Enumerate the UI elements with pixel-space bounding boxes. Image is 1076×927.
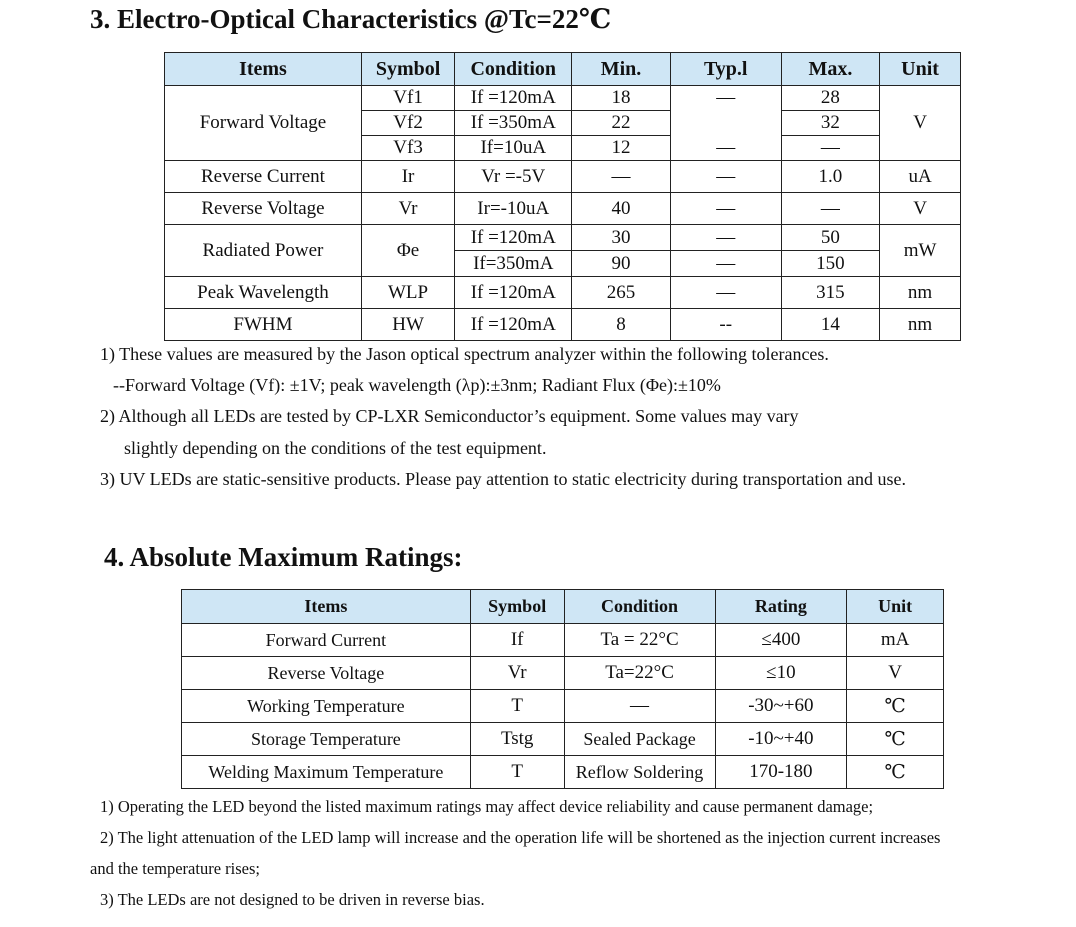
unit-cell: nm — [880, 277, 961, 309]
symbol-cell: Vf2 — [361, 111, 454, 136]
col-header: Symbol — [470, 590, 564, 624]
condition-cell: If =350mA — [455, 111, 572, 136]
condition-cell: If =120mA — [455, 309, 572, 341]
typ-cell: -- — [670, 309, 781, 341]
note-1: 1) These values are measured by the Jason optical spectrum analyzer within the following tolerances. — [100, 344, 829, 364]
symbol-cell: Ir — [361, 161, 454, 193]
unit-cell: ℃ — [847, 723, 944, 756]
note-2: 2) Although all LEDs are tested by CP-LXR Semiconductor’s equipment. Some values may vary — [100, 406, 799, 426]
table-row — [182, 690, 944, 723]
typ-cell: — — [670, 193, 781, 225]
table-row — [182, 657, 944, 690]
max-cell: 315 — [781, 277, 879, 309]
rating-cell: ≤10 — [715, 657, 847, 690]
item-cell: Forward Current — [182, 624, 471, 657]
item-cell: Welding Maximum Temperature — [182, 756, 471, 789]
note-3: 3) UV LEDs are static-sensitive products. Please pay attention to static electricity during transportation and use. — [100, 469, 906, 489]
max-cell: 14 — [781, 309, 879, 341]
typ-cell: — — [670, 251, 781, 277]
note-2-continued: slightly depending on the conditions of the test equipment. — [124, 438, 547, 458]
rating-cell: 170-180 — [715, 756, 847, 789]
typ-cell: — — [670, 161, 781, 193]
typ-cell: — — [670, 136, 781, 161]
unit-cell: V — [847, 657, 944, 690]
table-row — [165, 86, 961, 111]
symbol-cell: WLP — [361, 277, 454, 309]
table-row — [165, 309, 961, 341]
unit-cell: uA — [880, 161, 961, 193]
condition-cell: Sealed Package — [564, 723, 715, 756]
absolute-max-ratings-table — [181, 589, 944, 789]
unit-cell: mW — [880, 225, 961, 277]
min-cell: 8 — [572, 309, 670, 341]
max-cell: 1.0 — [781, 161, 879, 193]
condition-cell: Ta=22°C — [564, 657, 715, 690]
condition-cell: Ir=-10uA — [455, 193, 572, 225]
max-cell: 32 — [781, 111, 879, 136]
min-cell: 12 — [572, 136, 670, 161]
col-header: Unit — [847, 590, 944, 624]
item-cell: Reverse Current — [165, 161, 362, 193]
symbol-cell: Φe — [361, 225, 454, 277]
unit-cell: V — [880, 193, 961, 225]
min-cell: 18 — [572, 86, 670, 111]
item-cell: Storage Temperature — [182, 723, 471, 756]
typ-cell: — — [670, 277, 781, 309]
min-cell: 22 — [572, 111, 670, 136]
unit-cell: mA — [847, 624, 944, 657]
min-cell: — — [572, 161, 670, 193]
table-row — [182, 624, 944, 657]
section-3-title: 3. Electro-Optical Characteristics @Tc=22℃ — [90, 4, 612, 34]
rating-note-2-continued: and the temperature rises; — [90, 859, 260, 878]
col-header: Rating — [715, 590, 847, 624]
col-header: Items — [165, 53, 362, 86]
condition-cell: If =120mA — [455, 225, 572, 251]
condition-cell: If =120mA — [455, 277, 572, 309]
note-tolerances: --Forward Voltage (Vf): ±1V; peak wavelength (λp):±3nm; Radiant Flux (Φe):±10% — [113, 375, 721, 395]
max-cell: — — [781, 193, 879, 225]
table-row — [165, 277, 961, 309]
table-row — [165, 193, 961, 225]
rating-cell: -30~+60 — [715, 690, 847, 723]
symbol-cell: Vr — [470, 657, 564, 690]
symbol-cell: T — [470, 756, 564, 789]
col-header: Condition — [564, 590, 715, 624]
min-cell: 40 — [572, 193, 670, 225]
rating-note-1: 1) Operating the LED beyond the listed maximum ratings may affect device reliability and cause permanent damage; — [100, 797, 874, 816]
symbol-cell: HW — [361, 309, 454, 341]
col-header: Items — [182, 590, 471, 624]
col-header: Condition — [455, 53, 572, 86]
rating-note-2: 2) The light attenuation of the LED lamp will increase and the operation life will be shortened as the injection current increases — [100, 828, 941, 847]
item-cell: Peak Wavelength — [165, 277, 362, 309]
col-header: Symbol — [361, 53, 454, 86]
col-header: Unit — [880, 53, 961, 86]
condition-cell: Ta = 22°C — [564, 624, 715, 657]
item-cell: Radiated Power — [165, 225, 362, 277]
symbol-cell: If — [470, 624, 564, 657]
item-cell: Reverse Voltage — [182, 657, 471, 690]
col-header: Max. — [781, 53, 879, 86]
typ-cell — [670, 111, 781, 136]
max-cell: 150 — [781, 251, 879, 277]
table-row — [165, 225, 961, 251]
min-cell: 90 — [572, 251, 670, 277]
table-row — [182, 756, 944, 789]
condition-cell: If =120mA — [455, 86, 572, 111]
condition-cell: — — [564, 690, 715, 723]
table-row — [165, 161, 961, 193]
unit-cell: ℃ — [847, 756, 944, 789]
table-header-row — [165, 53, 961, 86]
table-row — [182, 723, 944, 756]
symbol-cell: Vf3 — [361, 136, 454, 161]
table-header-row — [182, 590, 944, 624]
symbol-cell: Vf1 — [361, 86, 454, 111]
section-4-title: 4. Absolute Maximum Ratings: — [104, 542, 463, 572]
item-cell: Reverse Voltage — [165, 193, 362, 225]
rating-cell: -10~+40 — [715, 723, 847, 756]
symbol-cell: Tstg — [470, 723, 564, 756]
condition-cell: Vr =-5V — [455, 161, 572, 193]
item-cell: Forward Voltage — [165, 86, 362, 161]
condition-cell: If=350mA — [455, 251, 572, 277]
rating-note-3: 3) The LEDs are not designed to be driven in reverse bias. — [100, 890, 485, 909]
electro-optical-table — [164, 52, 961, 341]
unit-cell: V — [880, 86, 961, 161]
typ-cell: — — [670, 86, 781, 111]
max-cell: 50 — [781, 225, 879, 251]
unit-cell: nm — [880, 309, 961, 341]
min-cell: 265 — [572, 277, 670, 309]
item-cell: Working Temperature — [182, 690, 471, 723]
col-header: Typ.l — [670, 53, 781, 86]
col-header: Min. — [572, 53, 670, 86]
unit-cell: ℃ — [847, 690, 944, 723]
condition-cell: If=10uA — [455, 136, 572, 161]
min-cell: 30 — [572, 225, 670, 251]
symbol-cell: Vr — [361, 193, 454, 225]
max-cell: — — [781, 136, 879, 161]
max-cell: 28 — [781, 86, 879, 111]
item-cell: FWHM — [165, 309, 362, 341]
rating-cell: ≤400 — [715, 624, 847, 657]
symbol-cell: T — [470, 690, 564, 723]
typ-cell: — — [670, 225, 781, 251]
condition-cell: Reflow Soldering — [564, 756, 715, 789]
